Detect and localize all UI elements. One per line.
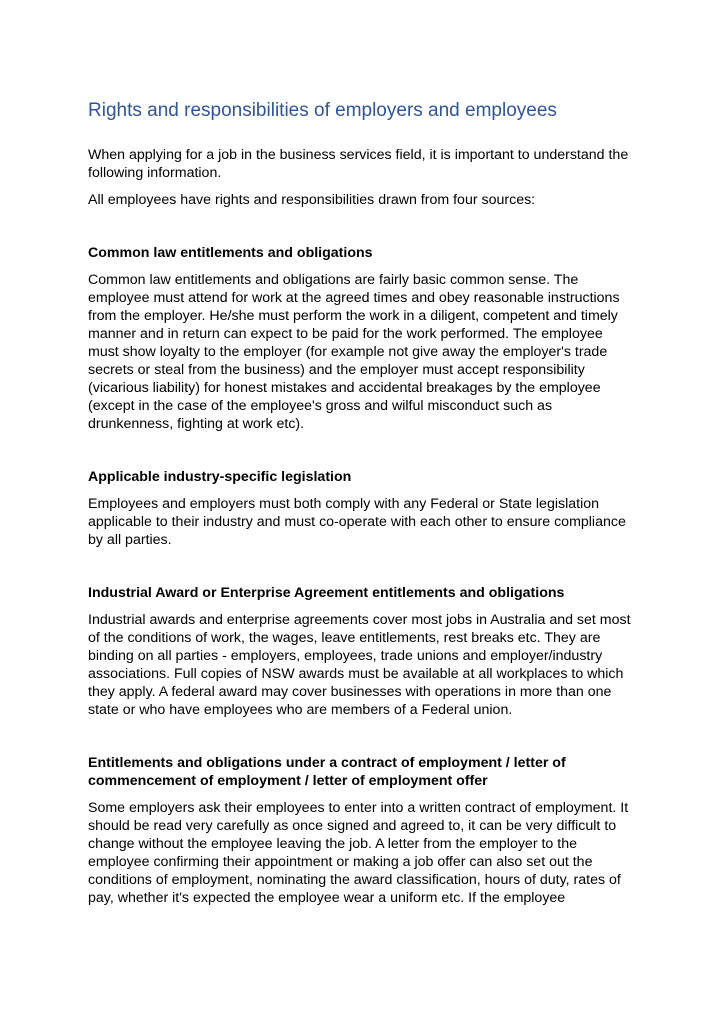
section-body: Common law entitlements and obligations are fairly basic common sense. The employee must attend for work at the agreed times and obey reasonable instructions from the employer. He/she must perform the work in a diligent, competent and timely manner and in return can expect to be paid for the work performed. The employee must show loyalty to the employer (for example not give away the employer's trade secrets or steal from the business) and the employer must accept responsibility (vicarious liability) for honest mistakes and accidental breakages by the employee (except in the case of the employee's gross and wilful misconduct such as drunkenness, fighting at work etc). bbox=[88, 272, 620, 432]
section-heading: Entitlements and obligations under a contract of employment / letter of commencement of employment / letter of employment offer bbox=[88, 755, 566, 789]
section-common-law bbox=[88, 244, 636, 433]
section-industry-legislation bbox=[88, 468, 636, 549]
section-heading: Industrial Award or Enterprise Agreement entitlements and obligations bbox=[88, 585, 565, 601]
section-body: Some employers ask their employees to enter into a written contract of employment. It should be read very carefully as once signed and agreed to, it can be very difficult to change without the employee leaving the job. A letter from the employer to the employee confirming their appointment or making a job offer can also set out the conditions of employment, nominating the award classification, hours of duty, rates of pay, whether it's expected the employee wear a uniform etc. If the employee bbox=[88, 800, 629, 906]
section-heading: Applicable industry-specific legislation bbox=[88, 469, 352, 485]
section-award-agreement bbox=[88, 584, 636, 719]
document-page bbox=[88, 98, 636, 916]
section-contract-of-employment bbox=[88, 754, 636, 907]
document-title: Rights and responsibilities of employers and employees bbox=[88, 100, 557, 121]
section-heading: Common law entitlements and obligations bbox=[88, 245, 373, 261]
section-body: Industrial awards and enterprise agreements cover most jobs in Australia and set most of the conditions of work, the wages, leave entitlements, rest breaks etc. They are binding on all parties - employers, employees, trade unions and employer/industry associations. Full copies of NSW awards must be available at all workplaces to which they apply. A federal award may cover businesses with operations in more than one state or who have employees who are members of a Federal union. bbox=[88, 612, 631, 718]
intro-paragraph-2: All employees have rights and responsibilities drawn from four sources: bbox=[88, 192, 536, 208]
intro-paragraph-1: When applying for a job in the business services field, it is important to understand the following information. bbox=[88, 147, 629, 181]
section-body: Employees and employers must both comply with any Federal or State legislation applicable to their industry and must co-operate with each other to ensure compliance by all parties. bbox=[88, 496, 626, 548]
